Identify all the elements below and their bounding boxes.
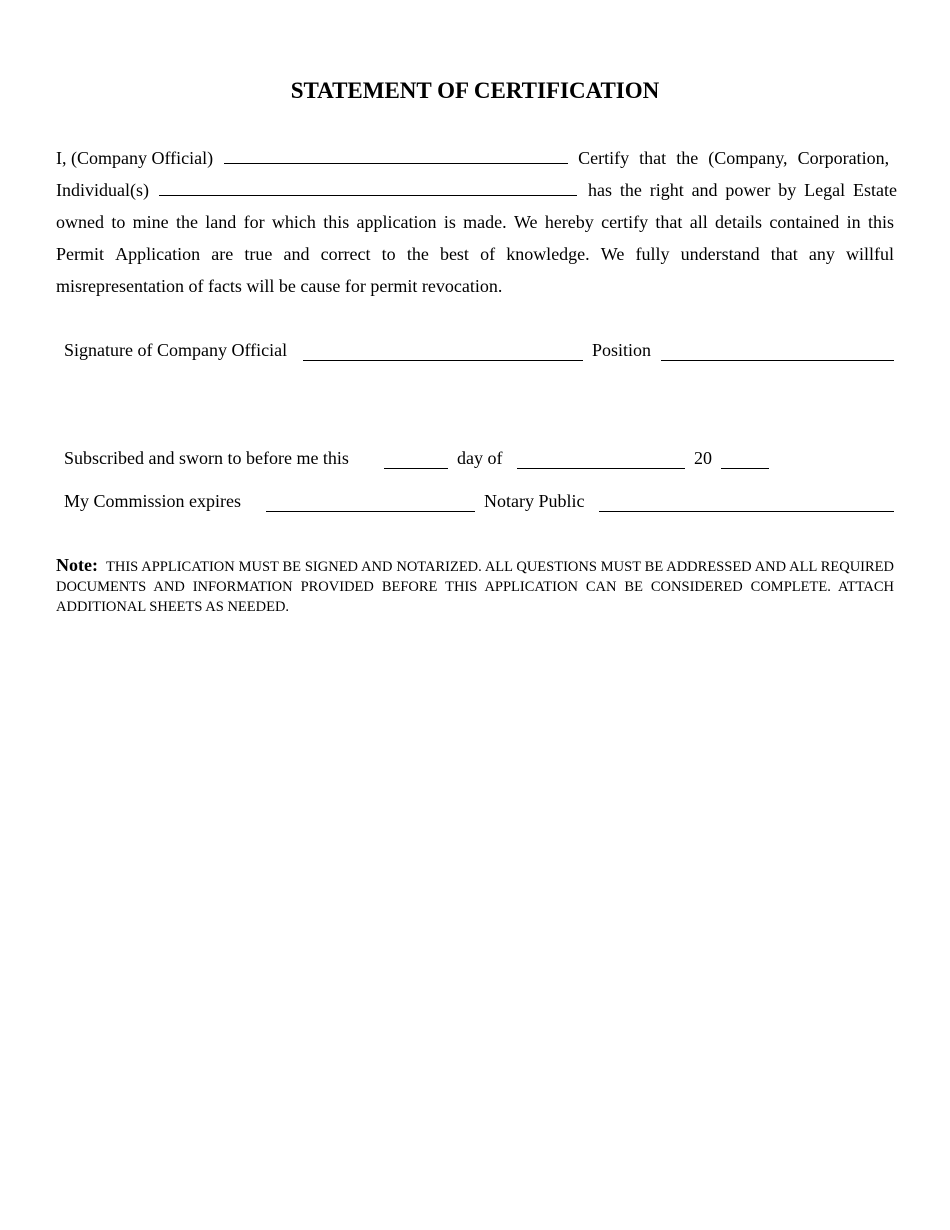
line4-word: Application: [115, 244, 201, 264]
signature-label: Signature of Company Official: [64, 340, 288, 360]
company-official-label: I, (Company Official): [56, 148, 214, 168]
line4-word: that: [770, 244, 798, 264]
line2-word: power: [725, 180, 771, 200]
line1-word: that: [639, 148, 667, 168]
day-of-label: day of: [457, 448, 503, 468]
line1-word: Certify: [578, 148, 630, 168]
line4-word: to: [381, 244, 396, 264]
line2-word: Estate: [852, 180, 897, 200]
commission-expires-field[interactable]: [266, 511, 475, 512]
line2-tail: [588, 174, 897, 206]
year-field[interactable]: [721, 468, 769, 469]
note-text: THIS APPLICATION MUST BE SIGNED AND NOTARIZED. ALL QUESTIONS MUST BE ADDRESSED AND ALL REQUIRED DOCUMENTS AND INFORMATION PROVIDED BEFORE THIS APPLICATION CAN BE CONSIDERED COMPLETE. ATTACH ADDITIONAL SHEETS AS NEEDED.: [56, 559, 894, 615]
line3-word: all: [689, 212, 708, 232]
line2-word: has: [587, 180, 612, 200]
year-prefix-label: 20: [694, 448, 712, 468]
page-title: STATEMENT OF CERTIFICATION: [290, 78, 660, 103]
company-official-blank[interactable]: [224, 147, 568, 164]
sworn-label: Subscribed and sworn to before me this: [64, 448, 349, 468]
statement-line-5: misrepresentation of facts will be cause for permit revocation.: [56, 276, 503, 296]
line4-word: the: [406, 244, 429, 264]
line4-word: knowledge.: [506, 244, 590, 264]
line3-word: land: [205, 212, 237, 232]
line3-word: this: [323, 212, 350, 232]
certification-statement: [56, 142, 897, 302]
line2-word: Legal: [804, 180, 846, 200]
line4-word: understand: [680, 244, 760, 264]
notary-public-label: Notary Public: [484, 491, 585, 511]
statement-line-3: [56, 206, 894, 238]
line3-word: the: [175, 212, 198, 232]
line3-word: details: [715, 212, 763, 232]
statement-line-2: [56, 174, 897, 206]
line3-word: owned: [56, 212, 104, 232]
line3-word: application: [356, 212, 437, 232]
line4-word: We: [600, 244, 625, 264]
line4-word: best: [439, 244, 469, 264]
position-field[interactable]: [661, 360, 894, 361]
line4-word: true: [244, 244, 273, 264]
line3-word: this: [867, 212, 894, 232]
line1-word: Corporation,: [797, 148, 890, 168]
individuals-label: Individual(s): [56, 180, 149, 200]
line1-word: the: [676, 148, 699, 168]
line3-word: made.: [463, 212, 507, 232]
line4-word: willful: [845, 244, 894, 264]
commission-label: My Commission expires: [64, 491, 242, 511]
month-field[interactable]: [517, 468, 685, 469]
line2-word: by: [778, 180, 797, 200]
line4-word: any: [808, 244, 835, 264]
entity-name-blank[interactable]: [159, 179, 577, 196]
line3-word: which: [271, 212, 316, 232]
statement-line-4: [56, 238, 894, 270]
line3-word: is: [443, 212, 456, 232]
signature-field[interactable]: [303, 360, 583, 361]
line4-word: and: [283, 244, 310, 264]
line4-word: are: [211, 244, 234, 264]
line1-word: (Company,: [708, 148, 788, 168]
line3-word: that: [655, 212, 683, 232]
line4-word: correct: [320, 244, 371, 264]
position-label: Position: [592, 340, 652, 360]
note-label: Note:: [56, 555, 98, 575]
line3-word: to: [111, 212, 126, 232]
line2-word: the: [619, 180, 642, 200]
line4-word: Permit: [56, 244, 104, 264]
note-block: [56, 555, 894, 617]
line3-word: certify: [601, 212, 649, 232]
line3-word: for: [243, 212, 265, 232]
line3-word: in: [846, 212, 861, 232]
line2-word: and: [691, 180, 718, 200]
line4-word: fully: [635, 244, 670, 264]
day-field[interactable]: [384, 468, 448, 469]
statement-line-1: [56, 142, 894, 174]
line3-word: We: [513, 212, 538, 232]
notary-public-field[interactable]: [599, 511, 894, 512]
line1-tail: [578, 142, 889, 174]
line3-word: hereby: [544, 212, 594, 232]
line4-word: of: [480, 244, 496, 264]
line2-word: right: [649, 180, 684, 200]
line3-word: contained: [769, 212, 840, 232]
line3-word: mine: [132, 212, 169, 232]
